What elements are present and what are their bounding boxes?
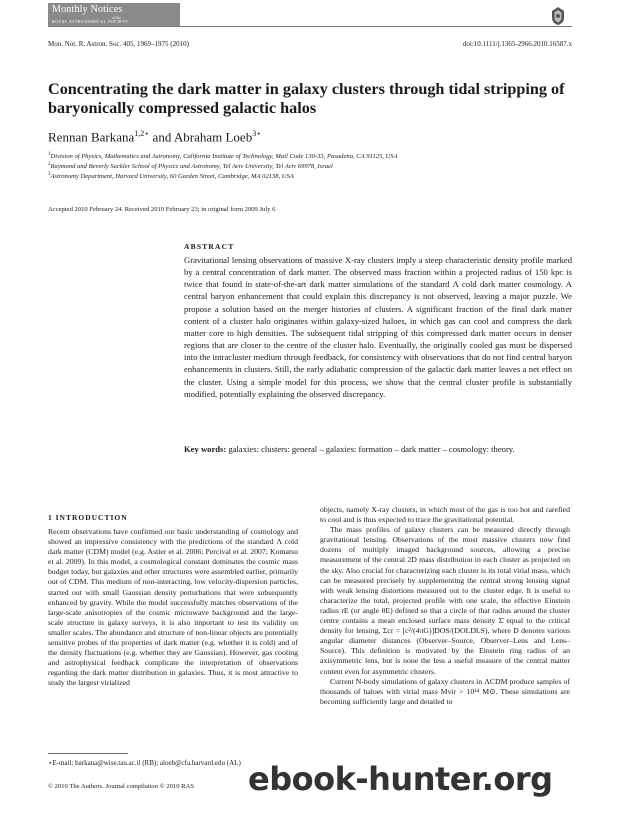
paragraph: Recent observations have confirmed our basic understanding of cosmology and showed an impressive consistency with the predictions of the standard Λ cold dark matter (CDM) model (e.g. Astier et al. 2006; Percival et al. 2007; Komatsu et al. 2009). In this model, a cosmological constant dominates the cosmic mass budget today, but galaxies and other structures were assembled earlier, primarily out of CDM. This medium of non-interacting, low velocity-dispersion particles, started out with small Gaussian density perturbations that were subsequently enhanced by gravity. While the model successfully matches observations of the large-scale anisotropies of the cosmic microwave background and the large-scale structure in galaxy surveys, it is also important to test its validity on smaller scales. The abundance and structure of non-linear objects are potentially sensitive probes of the properties of dark matter (e.g. whether it is cold) and of the density fluctuations (e.g. whether they are Gaussian). However, gas cooling and astrophysical feedback complicate the interpretation of observations regarding the dark matter distribution in galaxies. Thus, it is most attractive to study the largest virialized <box>48 527 298 688</box>
affiliation-2: $^2$Raymond and Beverly Sackler School of Physics and Astronomy, Tel Aviv University, Tel Aviv 69978, Israel <box>48 162 333 171</box>
paragraph: Current N-body simulations of galaxy clusters in ΛCDM produce samples of thousands of haloes with virial mass Mvir > 10¹⁴ M⊙. These simulations are becoming sufficiently large and detailed to <box>320 676 570 706</box>
journal-citation: Mon. Not. R. Astron. Soc. 405, 1969–1975 (2010) <box>48 40 189 48</box>
author-loeb: Abraham Loeb <box>173 129 253 145</box>
journal-of: of the <box>112 15 121 20</box>
author-marks: 3⋆ <box>252 129 262 138</box>
header-rule <box>48 26 572 27</box>
keywords-label: Key words: <box>184 444 227 454</box>
keywords-list: galaxies: clusters: general – galaxies: formation – dark matter – cosmology: theory. <box>228 444 515 454</box>
paragraph: objects, namely X-ray clusters, in which most of the gas is too hot and rarefied to cool and is thus expected to trace the gravitational potential. <box>320 505 570 525</box>
abstract-body: Gravitational lensing observations of massive X-ray clusters imply a steep characteristic density profile marked by a central concentration of dark matter. The observed mass fraction within a projected radius of 150 kpc is twice that found in state-of-the-art dark matter simulations of the standard Λ cold dark matter cosmology. A central baryon enhancement that could explain this discrepancy is not observed, leaving a major puzzle. We propose a solution based on the merger histories of clusters. A significant fraction of the final dark matter content of a cluster halo originates within galaxy-sized haloes, in which gas can cool and compress the dark matter core to high densities. The subsequent tidal stripping of this compressed dark matter occurs in denser regions that are closer to the centre of the cluster halo. Eventually, the originally cooled gas must be dispersed into the intracluster medium through feedback, for consistency with observations that do not find central baryon enhancements in clusters. Still, the early adiabatic compression of the galactic dark matter leaves a net effect on the cluster. Using a simple model for this process, we show that the central cluster profile is substantially modified, potentially explaining the observed discrepancy. <box>184 255 572 399</box>
abstract-heading: ABSTRACT <box>184 242 235 251</box>
author-email-footnote: ⋆E-mail: barkana@wise.tau.ac.il (RB); aloeb@cfa.harvard.edu (AL) <box>48 759 241 767</box>
author-marks: 1,2⋆ <box>134 129 150 138</box>
footnote-rule <box>48 753 128 754</box>
paragraph: The mass profiles of galaxy clusters can be measured directly through gravitational lensing. Observations of the most massive clusters now find dozens of multiply imaged background sources, allowing a precise measurement of the central 2D mass distribution in each cluster as projected on the sky. Also crucial for characterizing each cluster is its total virial mass, which can be measured precisely by supplementing the central strong lensing signal with weak lensing distortions measured out to the cluster edge. It is useful to characterize the total, projected profile with one scale, the effective Einstein radius rE (or angle θE) defined so that a circle of that radius around the cluster centre contains a mean enclosed surface mass density Σ̄ equal to the critical density for lensing, Σcr = [c²/(4πG)]DOS/(DOLDLS), where D denotes various angular diameter distances (Observer–Source, Observer–Lens and Lens–Source). This definition is motivated by the Einstein ring radius of an axisymmetric lens, but is none the less a useful measure of the central matter content even for asymmetric clusters. <box>320 525 570 676</box>
affiliation-1: $^1$Division of Physics, Mathematics and Astronomy, California Institute of Technology, Mail Code 130-33, Pasadena, CA 91125, USA <box>48 152 398 161</box>
society-crest-icon <box>547 5 569 27</box>
society-name: ROYAL ASTRONOMICAL SOCIETY <box>52 19 129 24</box>
author-list <box>48 129 261 145</box>
journal-logo-band <box>48 3 180 26</box>
journal-name: Monthly Notices <box>52 4 123 15</box>
copyright-footer: © 2010 The Authors. Journal compilation © 2010 RAS <box>48 783 194 790</box>
accepted-dates: Accepted 2010 February 24. Received 2010 February 23; in original form 2009 July 6 <box>48 206 276 213</box>
author-conjunction: and <box>152 129 172 145</box>
affiliation-3: $^3$Astronomy Department, Harvard University, 60 Garden Street, Cambridge, MA 02138, USA <box>48 172 294 181</box>
paper-title: Concentrating the dark matter in galaxy clusters through tidal stripping of baryonically compressed galactic halos <box>48 80 565 117</box>
watermark: ebook-hunter.org <box>248 760 553 798</box>
left-column <box>48 527 298 689</box>
section-heading: 1 INTRODUCTION <box>48 513 128 522</box>
right-column <box>320 505 570 707</box>
author-barkana: Rennan Barkana <box>48 129 135 145</box>
keywords <box>184 443 572 455</box>
doi-link[interactable]: doi:10.1111/j.1365-2966.2010.16587.x <box>462 40 572 48</box>
